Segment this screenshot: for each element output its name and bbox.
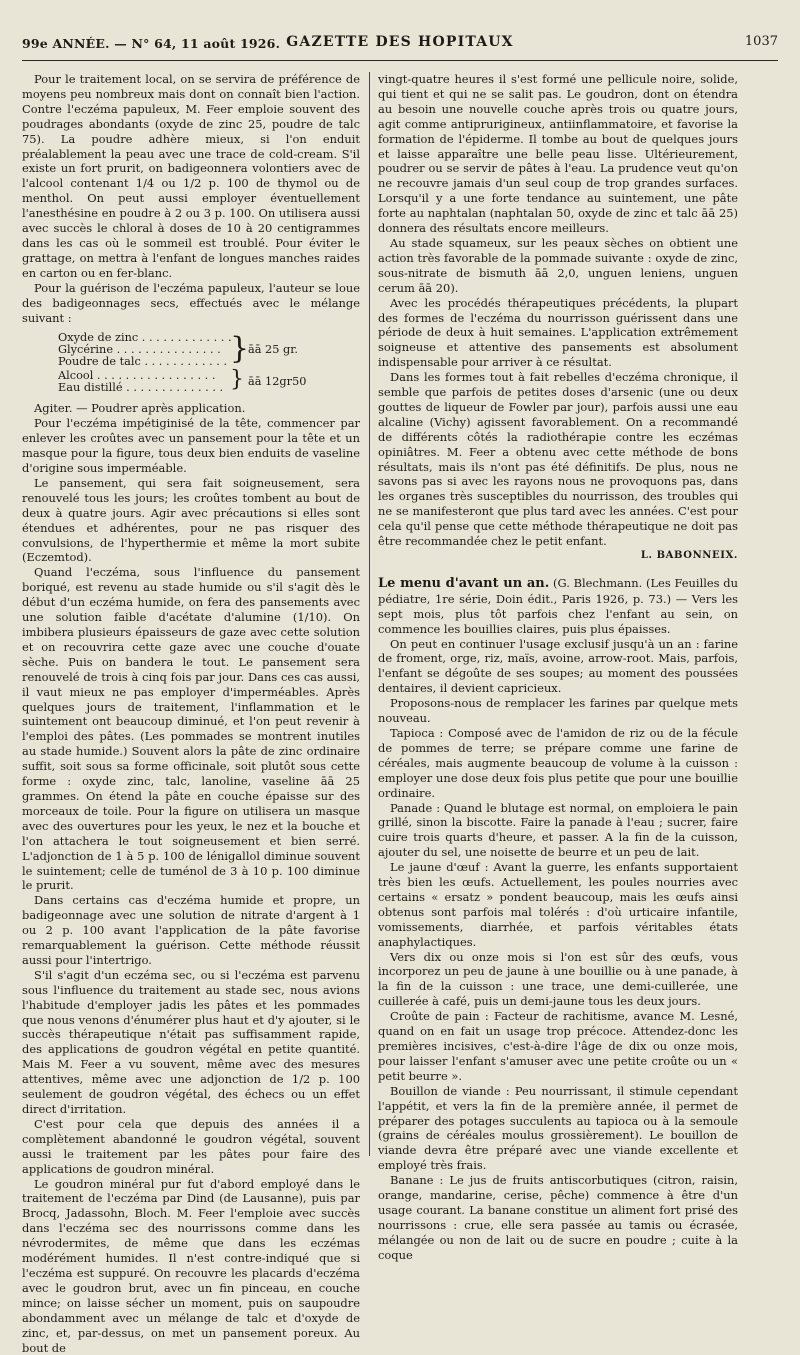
brace-icon: } [230, 331, 250, 367]
paragraph: Agiter. — Poudrer après application. [34, 401, 246, 416]
paragraph: Au stade squameux, sur les peaux sèches on obtient une action très favorable de la pommade suivante : oxyde de zinc, sous-nitrate de bismuth āā 2,0, unguen leniens, unguen cerum āā 20). [378, 235, 738, 295]
paragraph: Dans certains cas d'eczéma humide et propre, un badigeonnage avec une solution de nitrate d'argent à 1 ou 2 p. 100 avant l'application de la pâte favorise remarquablement la guérison. Cette méthode réussit aussi pour l'intertrigo. [22, 893, 360, 967]
paragraph: Panade : Quand le blutage est normal, on emploiera le pain grillé, sinon la biscotte. Faire la panade à l'eau ; sucrer, faire cuire trois quarts d'heure, et passer. A la fin de la cuisson, ajouter du sel, une noisette de beurre et un peu de lait. [378, 800, 738, 860]
paragraph: Proposons-nous de remplacer les farines par quelque mets nouveau. [378, 696, 738, 726]
issue-info: 99e ANNÉE. — N° 64, 11 août 1926. [22, 36, 281, 51]
paragraph: Pour le traitement local, on se servira de préférence de moyens peu nombreux mais dont on connaît bien l'action. Contre l'eczéma papuleux, M. Feer emploie souvent des poudrages abondants (oxyde de zinc 25, poudre de talc 75). La poudre adhère mieux, si l'on enduit préalablement la peau avec une trace de cold-cream. S'il existe un fort prurit, on badigeonnera volontiers avec de l'alcool contenant 1/4 ou 1/2 p. 100 de thymol ou de menthol. On peut aussi employer éventuellement l'anesthésine en poudre à 2 ou 3 p. 100. On utilisera aussi avec succès le chloral à doses de 10 à 20 centigrammes dans les cas où le sommeil est troublé. Pour éviter le grattage, on mettra à l'enfant de longues manches raides en carton ou en fer-blanc. [22, 72, 360, 280]
column-divider [369, 72, 370, 1156]
formula-row: Alcool . . . . . . . . . . . . . . . . . [58, 369, 216, 383]
right-column [378, 72, 738, 1262]
page-header [22, 34, 778, 61]
paragraph: Bouillon de viande : Peu nourrissant, il stimule cependant l'appétit, et vers la fin de la première année, il permet de préparer des potages succulents au tapioca ou à la semoule (grains de céréales moulus grossièrement). Le bouillon de viande devra être préparé avec une viande excellente et employé très frais. [378, 1083, 738, 1173]
author-signature: L. BABONNEIX. [640, 550, 738, 561]
prescription-formula [58, 331, 360, 395]
paragraph: Vers dix ou onze mois si l'on est sûr des œufs, vous incorporez un peu de jaune à une bouillie ou à une panade, à la fin de la cuisson : une trace, une demi-cuillerée, une cuillerée à café, puis un demi-jaune tous les deux jours. [378, 949, 738, 1009]
article-intro [378, 576, 738, 637]
left-column [22, 72, 360, 1355]
paragraph: Dans les formes tout à fait rebelles d'eczéma chronique, il semble que parfois de petites doses d'arsenic (une ou deux gouttes de liqueur de Fowler par jour), parfois aussi une eau alcaline (Vichy) agissent favorablement. On a recommandé de différents côtés la radiothérapie contre les eczémas opiniâtres. M. Feer a obtenu avec cette méthode de bons résultats, mais ils n'ont pas été définitifs. De plus, nous ne savons pas si avec les rayons nous ne provoquons pas, dans les organes très susceptibles du nourrisson, des troubles qui ne se manifesteront que plus tard avec les années. C'est pour cela qu'il pense que cette méthode thérapeutique ne doit pas être recommandée chez le petit enfant. [378, 370, 738, 549]
journal-title: GAZETTE DES HOPITAUX [286, 34, 514, 50]
page-number: 1037 [744, 34, 778, 49]
brace-icon: } [230, 367, 244, 393]
formula-row: Oxyde de zinc . . . . . . . . . . . . . [58, 331, 232, 345]
paragraph: Pour la guérison de l'eczéma papuleux, l'auteur se loue des badigeonnages secs, effectués avec le mélange suivant : [22, 280, 360, 325]
paragraph: Avec les procédés thérapeutiques précédents, la plupart des formes de l'eczéma du nourrisson guérissent dans une période de deux à huit semaines. L'application extrêmement soigneuse et attentive des pansements est absolument indispensable pour arriver à ce résultat. [378, 295, 738, 370]
paragraph: S'il s'agit d'un eczéma sec, ou si l'eczéma est parvenu sous l'influence du traitement au stade sec, nous avions l'habitude d'employer jadis les pâtes et les pommades que nous venons d'énumérer plus haut et d'y ajouter, si le succès thérapeutique n'était pas suffisamment rapide, des applications de goudron végétal en petite quantité. Mais M. Feer a vu souvent, même avec des mesures attentives, même avec une adjonction de 1/2 p. 100 seulement de goudron végétal, des échecs ou un effet direct d'irritation. [22, 967, 360, 1116]
formula-quantity: āā 12gr50 [248, 375, 307, 389]
paragraph: C'est pour cela que depuis des années il a complètement abandonné le goudron végétal, souvent aussi le traitement par les pâtes pour faire des applications de goudron minéral. [22, 1116, 360, 1176]
formula-row: Poudre de talc . . . . . . . . . . . . [58, 355, 228, 369]
paragraph: Le pansement, qui sera fait soigneusement, sera renouvelé tous les jours; les croûtes tombent au bout de deux à quatre jours. Agir avec précautions si elles sont étendues et adhérentes, pour ne pas risquer des convulsions, de l'hyperthermie et même la mort subite (Eczemtod). [22, 475, 360, 565]
paragraph: Croûte de pain : Facteur de rachitisme, avance M. Lesné, quand on en fait un usage trop précoce. Attendez-donc les premières incisives, c'est-à-dire l'âge de dix ou onze mois, pour laisser l'enfant s'amuser avec une petite croûte ou un « petit beurre ». [378, 1009, 738, 1083]
article-reference: (G. Blechmann. (Les Feuilles du pédiatre, 1re série, Doin édit., Paris 1926, p. 73.) — Vers les sept mois, plus tôt parfois chez l'enfant au sein, on commence les bouillies claires, puis plus épaisses. [378, 575, 738, 636]
paragraph: vingt-quatre heures il s'est formé une pellicule noire, solide, qui tient et qui ne se salit pas. Le goudron, dont on étendra au besoin une nouvelle couche après trois ou quatre jours, agit comme antiprurigineux, antiinflammatoire, et favorise la formation de l'épiderme. Il tombe au bout de quelques jours et laisse apparaître une belle peau lisse. Ultérieurement, poudrer ou se servir de pâtes à l'eau. La prudence veut qu'on ne recouvre jamais d'un seul coup de trop grandes surfaces. Lorsqu'il y a une forte tendance au suintement, une pâte forte au naphtalan (naphtalan 50, oxyde de zinc et talc āā 25) donnera des résultats encore meilleurs. [378, 72, 738, 236]
article-title: Le menu d'avant un an. [378, 575, 550, 591]
paragraph: On peut en continuer l'usage exclusif jusqu'à un an : farine de froment, orge, riz, maïs, avoine, arrow-root. Mais, parfois, l'enfant se dégoûte de ses soupes; au moment des poussées dentaires, il devient capricieux. [378, 636, 738, 696]
paragraph: Quand l'eczéma, sous l'influence du pansement boriqué, est revenu au stade humide ou s'il s'agit dès le début d'un eczéma humide, on fera des pansements avec une solution faible d'acétate d'alumine (1/10). On imbibera plusieurs épaisseurs de gaze avec cette solution et on recouvrira cette gaze avec une couche d'ouate sèche. Puis on bandera le tout. Le pansement sera renouvelé de trois à cinq fois par jour. Dans ces cas aussi, il vaut mieux ne pas employer d'imperméables. Après quelques jours de traitement, l'inflammation et le suintement ont beaucoup diminué, et l'on peut revenir à l'emploi des pâtes. (Les pommades se montrent inutiles au stade humide.) Souvent alors la pâte de zinc ordinaire suffit, soit sous sa forme officinale, soit plutôt sous cette forme : oxyde zinc, talc, lanoline, vaseline āā 25 grammes. On étend la pâte en couche épaisse sur des morceaux de toile. Pour la figure on utilisera un masque avec des ouvertures pour les yeux, le nez et la bouche et l'on attachera le tout soigneusement et bien serré. L'adjonction de 1 à 5 p. 100 de lénigallol diminue souvent le suintement; celle de tuménol de 3 à 10 p. 100 diminue le prurit. [22, 565, 360, 893]
formula-row: Eau distillé . . . . . . . . . . . . . . [58, 381, 224, 395]
formula-row: Glycérine . . . . . . . . . . . . . . . [58, 343, 221, 357]
paragraph: Tapioca : Composé avec de l'amidon de riz ou de la fécule de pommes de terre; se prépare comme une farine de céréales, mais augmente beaucoup de volume à la cuisson : employer une dose deux fois plus petite que pour une bouillie ordinaire. [378, 725, 738, 800]
paragraph: Le jaune d'œuf : Avant la guerre, les enfants supportaient très bien les œufs. Actuellement, les poules nourries avec certains « ersatz » pondent beaucoup, mais les œufs ainsi obtenus sont parfois mal tolérés : d'où urticaire infantile, vomissements, diarrhée, et parfois véritables états anaphylactiques. [378, 860, 738, 949]
paragraph: Banane : Le jus de fruits antiscorbutiques (citron, raisin, orange, mandarine, cerise, pêche) commence à être d'un usage courant. La banane constitue un aliment fort prisé des nourrissons : crue, elle sera passée au tamis ou écrasée, mélangée ou non de lait ou de sucre en poudre ; cuite à la coque [378, 1173, 738, 1262]
paragraph: Pour l'eczéma impétiginisé de la tête, commencer par enlever les croûtes avec un pansement pour la tête et un masque pour la figure, tous deux bien enduits de vaseline d'origine sous imperméable. [22, 416, 360, 476]
paragraph: Le goudron minéral pur fut d'abord employé dans le traitement de l'eczéma par Dind (de Lausanne), puis par Brocq, Jadassohn, Bloch. M. Feer l'emploie avec succès dans l'eczéma sec des nourrissons comme dans les névrodermites, de même que dans les eczémas modérément humides. Il n'est contre-indiqué que si l'eczéma est suppuré. On recouvre les placards d'eczéma avec le goudron brut, avec un fin pinceau, en couche mince; on laisse sécher un moment, puis on saupoudre abondamment avec un mélange de talc et d'oxyde de zinc, et, par-dessus, on met un pansement poreux. Au bout de [22, 1176, 360, 1355]
formula-quantity: āā 25 gr. [248, 343, 299, 357]
